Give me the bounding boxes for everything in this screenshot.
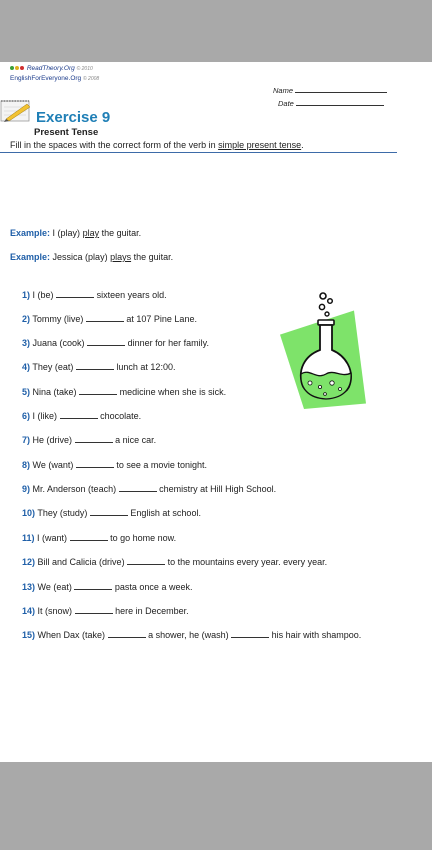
date-field [278,98,384,108]
brand-line1-year: © 2010 [76,66,93,72]
example-line [10,252,173,262]
example-label: Example: [10,252,51,262]
item-rest: to see a movie tonight. [116,460,207,470]
exercise-item [22,434,156,445]
item-rest: lunch at 12:00. [116,362,176,372]
answer-blank[interactable] [70,532,108,541]
item-prompt: They (study) [37,508,88,518]
item-number: 15) [22,630,36,640]
item-rest: a shower, he (wash) [148,630,229,640]
answer-blank[interactable] [76,361,114,370]
exercise-item [22,459,207,470]
instruction-period: . [301,140,304,150]
item-number: 3) [22,338,31,348]
exercise-title: Exercise 9 [36,109,111,126]
answer-blank[interactable] [56,289,94,298]
item-rest: here in December. [115,606,189,616]
item-prompt: He (drive) [32,435,73,445]
item-rest: chocolate. [100,411,142,421]
exercise-subtitle: Present Tense [34,127,99,138]
brand-dot-icon [10,66,14,70]
item-prompt: Tommy (live) [32,314,84,324]
item-number: 12) [22,557,36,567]
item-number: 2) [22,314,31,324]
item-number: 6) [22,411,31,421]
exercise-item [22,605,189,616]
date-label: Date [278,99,294,108]
item-number: 14) [22,606,36,616]
item-prompt: Bill and Calicia (drive) [37,557,125,567]
instruction-underlined: simple present tense [218,140,302,150]
exercise-item [22,581,192,592]
exercise-item [22,483,276,494]
item-number: 7) [22,435,31,445]
exercise-item [22,532,176,543]
divider-rule [0,152,397,153]
name-blank [295,85,387,93]
item-number: 4) [22,362,31,372]
example-line [10,228,141,238]
item-rest: to go home now. [110,533,177,543]
item-number: 9) [22,484,31,494]
bottom-gray-band [0,762,432,850]
item-number: 10) [22,508,36,518]
brand-line2-text: EnglishForEveryone.Org [10,75,82,82]
item-rest: pasta once a week. [114,582,193,592]
answer-blank[interactable] [60,410,98,419]
item-prompt: Nina (take) [32,387,77,397]
chemistry-flask-icon [280,290,370,410]
item-rest: dinner for her family. [127,338,209,348]
exercise-item [22,410,141,421]
item-prompt: I (like) [32,411,58,421]
item-rest: to the mountains every year. every year. [167,557,328,567]
answer-blank[interactable] [90,507,128,516]
item-prompt: Mr. Anderson (teach) [32,484,117,494]
date-blank [296,98,384,106]
example-prompt: I (play) [52,228,83,238]
item-number: 5) [22,387,31,397]
item-rest: at 107 Pine Lane. [126,314,197,324]
readtheory-brand [10,65,93,72]
answer-blank[interactable] [75,434,113,443]
instructions [10,140,304,150]
answer-blank[interactable] [86,313,124,322]
answer-blank[interactable] [74,581,112,590]
example-prompt: Jessica (play) [52,252,111,262]
item-prompt: When Dax (take) [37,630,106,640]
exercise-item [22,556,327,567]
item-prompt: We (want) [32,460,74,470]
item-rest: his hair with shampoo. [271,630,362,640]
item-rest: sixteen years old. [96,290,167,300]
item-number: 11) [22,533,35,543]
brand-line2-year: © 2008 [82,76,100,82]
example-rest: the guitar. [99,228,142,238]
answer-blank[interactable] [108,629,146,638]
example-label: Example: [10,228,51,238]
item-number: 13) [22,582,36,592]
answer-blank[interactable] [231,629,269,638]
example-answer: play [82,228,100,238]
item-rest: English at school. [130,508,201,518]
item-rest: a nice car. [115,435,157,445]
instruction-text: Fill in the spaces with the correct form of the verb in [10,140,219,150]
exercise-item [22,337,209,348]
item-number: 1) [22,290,31,300]
brand-dot-icon [15,66,19,70]
exercise-item [22,361,175,372]
exercise-item [22,289,167,300]
notebook-pencil-icon [0,95,34,123]
item-rest: chemistry at Hill High School. [159,484,277,494]
exercise-item [22,507,201,518]
item-prompt: I (want) [37,533,68,543]
answer-blank[interactable] [87,337,125,346]
item-prompt: Juana (cook) [32,338,85,348]
name-field [273,85,387,95]
exercise-item [22,629,361,640]
answer-blank[interactable] [79,386,117,395]
englishforeveryone-brand [10,75,99,82]
answer-blank[interactable] [127,556,165,565]
brand-line1-text: ReadTheory.Org [26,65,75,72]
item-prompt: We (eat) [37,582,72,592]
top-gray-band [0,0,432,62]
item-number: 8) [22,460,31,470]
answer-blank[interactable] [119,483,157,492]
exercise-item [22,386,226,397]
example-answer: plays [110,252,132,262]
item-prompt: They (eat) [32,362,74,372]
brand-dot-icon [20,66,24,70]
item-prompt: I (be) [32,290,54,300]
item-rest: medicine when she is sick. [119,387,227,397]
item-prompt: It (snow) [37,606,73,616]
name-label: Name [273,86,294,95]
answer-blank[interactable] [76,459,114,468]
exercise-item [22,313,197,324]
answer-blank[interactable] [75,605,113,614]
example-rest: the guitar. [131,252,174,262]
